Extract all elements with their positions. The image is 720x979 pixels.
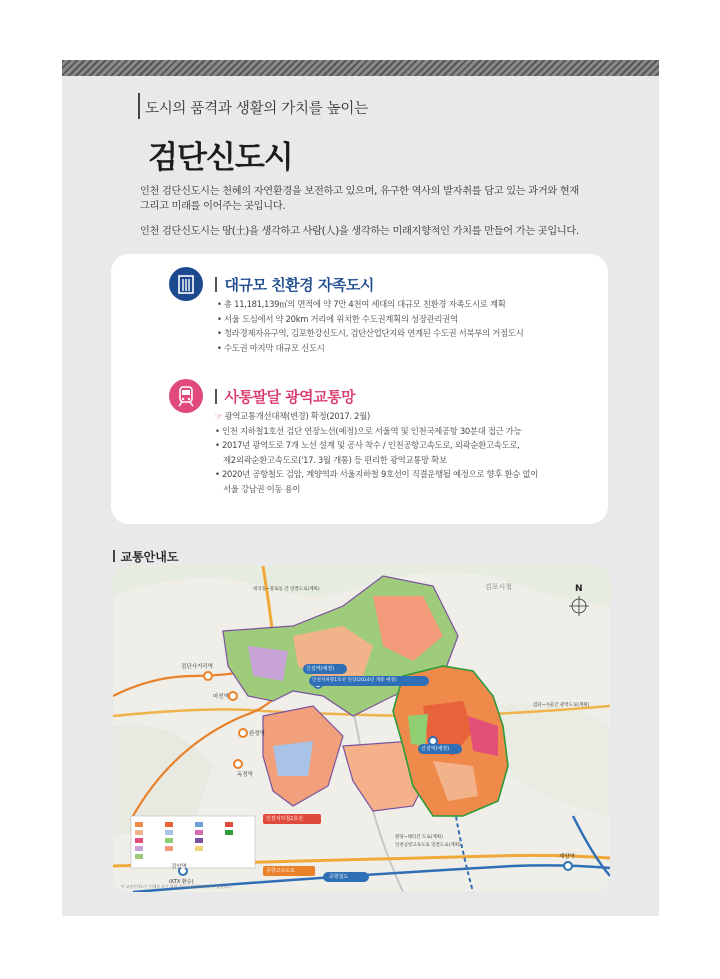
transport-bullets: [215, 409, 538, 496]
map-label-gyeyang: 계양역: [559, 854, 575, 860]
map-label-seoul-road: 검단~서울간 광역도로(계획): [533, 703, 590, 708]
list-item: 서울 강남권 이동 용이: [223, 483, 301, 494]
map-label-geomam-sub: (KTX 환승): [169, 879, 194, 885]
map-label-subway-2: 인천지하철2호선: [266, 816, 303, 822]
list-item: • 수도권 마지막 대규모 신도시: [217, 341, 523, 356]
list-item: • 서울 도심에서 약 20km 거리에 위치한 수도권계획의 성장관리권역: [217, 312, 523, 327]
map-label-bottom-note: 인천공항고속도로 연결도로(계획): [395, 843, 461, 848]
traffic-map-label: 교통안내도: [113, 548, 178, 565]
list-item: • 총 11,181,139㎡의 면적에 약 7만 4천여 세대의 대규모 친환경 자족도시로 계획: [217, 297, 523, 312]
intro-line-2: 그리고 미래를 이어주는 곳입니다.: [140, 201, 286, 212]
north-label: N: [575, 584, 583, 594]
transport-note: ☞ 광역교통개선대책(변경) 확정(2017. 2월): [215, 411, 370, 421]
map-graphic: [113, 566, 610, 892]
page-title: 검단신도시: [148, 140, 293, 176]
map-label-gimpo-road: 대곡동~불로동 간 연결도로(계획): [253, 587, 320, 592]
section-title-eco-city: 대규모 친환경 자족도시: [215, 274, 374, 295]
brochure-page: [62, 60, 659, 916]
map-footnote: 이 교통안내도는 이해를 돕기 위한 것으로 실제와 다를 수 있습니다.: [121, 884, 233, 889]
map-label-bottom-road: 원당~태리간 도로(계획): [395, 835, 443, 840]
traffic-map: [113, 566, 610, 892]
map-label-west-station: 검단사거리역: [181, 664, 213, 670]
eco-city-bullets: [217, 297, 523, 355]
map-label-station-1: 신설역(예정): [306, 666, 335, 672]
train-icon: [169, 379, 203, 413]
list-item: • 2017년 광역도로 7개 노선 설계 및 공사 착수 / 인천공항고속도로, 외곽순환고속도로,: [215, 438, 538, 453]
map-label-line-1: 인천지하철1호선 연장(2024년 개통 예정): [312, 678, 397, 683]
map-label-airport-expressway: 공항고속도로: [266, 868, 295, 874]
subtitle-divider: [138, 93, 140, 119]
map-label-geomam: 검암역: [171, 864, 187, 870]
intro-line-1: 인천 검단신도시는 천혜의 자연환경을 보전하고 있으며, 유구한 역사의 발자취를 담고 있는 과거와 현재: [140, 186, 579, 197]
map-label-mahyeon: 마전역: [213, 694, 229, 700]
intro-line-3: 인천 검단신도시는 땅(土)을 생각하고 사람(人)을 생각하는 미래지향적인 가치를 만들어 가는 곳입니다.: [140, 226, 579, 237]
pointer-icon: ☞: [215, 411, 225, 421]
map-label-gimpo: 김포시청: [485, 583, 513, 591]
map-label-station-2: 신설역(예정): [421, 746, 450, 752]
map-label-wanjeong: 완정역: [249, 731, 265, 737]
building-icon: [169, 267, 203, 301]
list-item: • 인천 지하철1호선 검단 연장노선(예정)으로 서울역 및 인천국제공항 30분대 접근 가능: [215, 424, 538, 439]
list-item: • 2020년 공항철도 검암, 계양역과 서울지하철 9호선이 직결운행될 예정으로 향후 환승 없이: [215, 467, 538, 482]
info-card: [111, 254, 608, 524]
list-item: 제2외곽순환고속도로('17. 3월 개통) 등 편리한 광역교통망 확보: [223, 454, 447, 465]
map-label-airport-rail: 공항철도: [329, 874, 349, 880]
decorative-stripe: [62, 60, 659, 76]
map-label-dokjeong: 독정역: [237, 772, 253, 778]
list-item: • 청라경제자유구역, 김포한강신도시, 검단산업단지와 연계된 수도권 서북부의 거점도시: [217, 326, 523, 341]
section-title-transport: 사통팔달 광역교통망: [215, 386, 355, 407]
page-subtitle: 도시의 품격과 생활의 가치를 높이는: [145, 101, 368, 117]
